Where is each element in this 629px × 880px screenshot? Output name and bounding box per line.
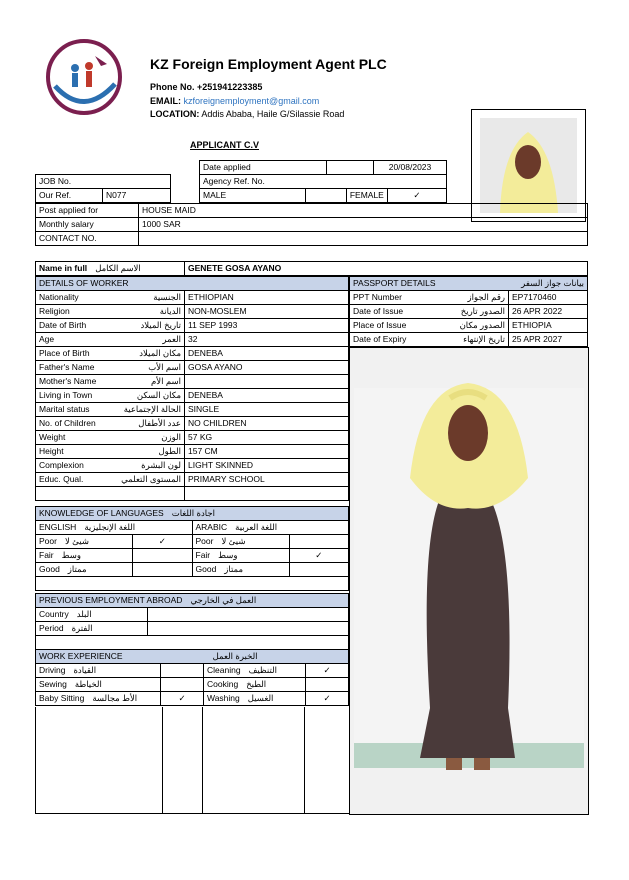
- worker-label-ar: الوزن: [161, 432, 181, 442]
- worker-label-en: No. of Children: [39, 418, 96, 428]
- worker-label-ar: مكان الميلاد: [139, 348, 181, 358]
- passport-label-en: Place of Issue: [353, 320, 407, 330]
- worker-row: [36, 389, 349, 403]
- worker-row: [36, 347, 349, 361]
- worker-field-label: [36, 431, 185, 445]
- level-ar: شيئ لا: [64, 536, 89, 546]
- level-ar: وسط: [218, 550, 238, 560]
- worker-field-value: 57 KG: [185, 431, 349, 445]
- language-check: [133, 549, 193, 563]
- language-check: ✓: [133, 535, 193, 549]
- agency-ref-label: Agency Ref. No.: [200, 175, 447, 189]
- passport-row: [350, 291, 588, 305]
- language-check: [289, 535, 349, 549]
- passport-field-label: [350, 333, 509, 347]
- language-check: ✓: [289, 549, 349, 563]
- experience-row: [36, 692, 349, 706]
- worker-label-en: Nationality: [39, 292, 79, 302]
- country-label: Country: [39, 609, 69, 619]
- experience-row: [36, 678, 349, 692]
- worker-heading: DETAILS OF WORKER: [36, 277, 349, 291]
- passport-label-ar: تاريخ الإنتهاء: [463, 334, 505, 344]
- worker-label-en: Height: [39, 446, 64, 456]
- female-label: FEMALE: [346, 189, 387, 203]
- level-en: Poor: [39, 536, 57, 546]
- worker-field-label: [36, 459, 185, 473]
- skill-ar: الطبخ: [246, 679, 267, 689]
- date-applied-value: 20/08/2023: [374, 161, 447, 175]
- worker-label-ar: اسم الأم: [151, 376, 181, 386]
- arabic-label: ARABIC: [195, 522, 228, 532]
- work-experience-table: WORK EXPERIENCE الخبرة العمل Driving القيادة Cleaning التنظيف ✓ Sewing الخياطة Cooking الطبخ Baby Sitting الأط مجالسة ✓ Washing الغسيل ✓: [35, 649, 349, 706]
- worker-field-value: LIGHT SKINNED: [185, 459, 349, 473]
- passport-row: [350, 319, 588, 333]
- worker-label-en: Living in Town: [39, 390, 93, 400]
- worker-label-en: Educ. Qual.: [39, 474, 84, 484]
- page-title: APPLICANT C.V: [190, 140, 260, 150]
- language-row: [36, 563, 349, 577]
- worker-field-label: [36, 403, 185, 417]
- passport-field-label: [350, 291, 509, 305]
- language-check: [133, 563, 193, 577]
- worker-label-en: Father's Name: [39, 362, 95, 372]
- skill-ar: القيادة: [73, 665, 97, 675]
- passport-label-en: Date of Issue: [353, 306, 404, 316]
- skill-ar: التنظيف: [248, 665, 277, 675]
- worker-label-ar: المستوى التعلمي: [121, 474, 181, 484]
- female-check: ✓: [387, 189, 446, 203]
- level-en: Poor: [195, 536, 214, 546]
- skill-ar: الغسيل: [247, 693, 274, 703]
- worker-label-ar: الديانة: [159, 306, 181, 316]
- worker-row: [36, 431, 349, 445]
- worker-field-label: [36, 319, 185, 333]
- worker-row: [36, 375, 349, 389]
- worker-field-label: [36, 375, 185, 389]
- worker-row: [36, 333, 349, 347]
- contact-label: CONTACT NO.: [36, 232, 139, 246]
- company-phone: Phone No. +251941223385: [150, 82, 263, 92]
- worker-label-en: Complexion: [39, 460, 84, 470]
- level-en: Good: [195, 564, 217, 574]
- level-ar: ممتاز: [224, 564, 244, 574]
- worker-label-en: Marital status: [39, 404, 90, 414]
- level-en: Fair: [39, 550, 54, 560]
- company-email: EMAIL: kzforeignemployment@gmail.com: [150, 96, 320, 106]
- passport-row: [350, 305, 588, 319]
- worker-label-ar: العمر: [162, 334, 181, 344]
- worker-row: [36, 445, 349, 459]
- date-applied-label: Date applied: [200, 161, 327, 175]
- skill-en: Baby Sitting: [39, 693, 85, 703]
- worker-field-label: [36, 417, 185, 431]
- worker-field-value: [185, 375, 349, 389]
- passport-label-en: Date of Expiry: [353, 334, 407, 344]
- skill-en: Cooking: [207, 679, 239, 689]
- skill-check: [161, 664, 204, 678]
- worker-row: [36, 319, 349, 333]
- worker-label-ar: لون البشرة: [141, 460, 181, 470]
- worker-label-ar: الطول: [158, 446, 181, 456]
- skill-en: Washing: [207, 693, 240, 703]
- english-label: ENGLISH: [39, 522, 77, 532]
- company-name: KZ Foreign Employment Agent PLC: [150, 56, 387, 72]
- experience-blank-area: [35, 707, 350, 814]
- skill-check: [306, 678, 349, 692]
- company-location: LOCATION: Addis Ababa, Haile G/Silassie Road: [150, 109, 345, 119]
- level-ar: شيئ لا: [221, 536, 246, 546]
- language-level-label: [36, 549, 133, 563]
- languages-table: KNOWLEDGE OF LANGUAGES اجادة اللغات ENGLISH اللغة الإنجليزية ARABIC اللغة العربية Poor شيئ لا ✓ Poor شيئ لا Fair وسط Fair وسط ✓ Good ممتاز Good ممتاز: [35, 506, 349, 591]
- period-label: Period: [39, 623, 64, 633]
- previous-employment-table: PREVIOUS EMPLOYMENT ABROAD العمل في الخارجي Country البلد Period الفترة: [35, 593, 349, 650]
- language-level-label: [192, 549, 289, 563]
- passport-row: [350, 333, 588, 347]
- skill-ar: الأط مجالسة: [92, 693, 138, 703]
- language-row: [36, 549, 349, 563]
- skill-en: Cleaning: [207, 665, 241, 675]
- skill-label: [36, 678, 161, 692]
- level-en: Fair: [195, 550, 211, 560]
- worker-field-value: 157 CM: [185, 445, 349, 459]
- worker-label-en: Age: [39, 334, 55, 344]
- our-ref-value: N077: [103, 189, 171, 203]
- worker-field-label: [36, 347, 185, 361]
- worker-field-value: DENEBA: [185, 347, 349, 361]
- skill-label: [204, 692, 306, 706]
- worker-row: [36, 305, 349, 319]
- worker-row: [36, 459, 349, 473]
- worker-row: [36, 361, 349, 375]
- skill-label: [36, 664, 161, 678]
- skill-en: Driving: [39, 665, 66, 675]
- passport-table: PASSPORT DETAILS بيانات جواز السفر PPT Number رقم الجواز EP7170460 Date of Issue الصدور تاريخ 26 APR 2022 Place of Issue الصدور مكان ETHIOPIA Date of Expiry تاريخ الإنتهاء 25 APR 2027: [349, 276, 588, 347]
- worker-label-ar: عدد الأطفال: [138, 418, 181, 428]
- passport-heading: PASSPORT DETAILS: [353, 278, 436, 288]
- worker-field-value: 11 SEP 1993: [185, 319, 349, 333]
- skill-label: [204, 664, 306, 678]
- name-label: Name in full: [39, 263, 88, 273]
- experience-row: [36, 664, 349, 678]
- language-row: [36, 535, 349, 549]
- worker-row: [36, 291, 349, 305]
- language-level-label: [192, 563, 289, 577]
- worker-label-en: Mother's Name: [39, 376, 97, 386]
- worker-row: [36, 417, 349, 431]
- skill-en: Sewing: [39, 679, 67, 689]
- skill-label: [204, 678, 306, 692]
- name-row: Name in full الاسم الكامل GENETE GOSA AYANO: [35, 261, 588, 276]
- languages-heading: KNOWLEDGE OF LANGUAGES: [39, 508, 164, 518]
- passport-label-ar: الصدور مكان: [459, 320, 505, 330]
- skill-ar: الخياطة: [74, 679, 102, 689]
- worker-label-en: Place of Birth: [39, 348, 90, 358]
- worker-field-label: [36, 445, 185, 459]
- worker-label-ar: اسم الأب: [148, 362, 181, 372]
- previous-heading: PREVIOUS EMPLOYMENT ABROAD: [39, 595, 183, 605]
- worker-label-ar: تاريخ الميلاد: [140, 320, 181, 330]
- job-no-table: [35, 174, 171, 203]
- worker-label-ar: مكان السكن: [136, 390, 181, 400]
- passport-field-value: 26 APR 2022: [509, 305, 588, 319]
- passport-field-value: 25 APR 2027: [509, 333, 588, 347]
- worker-label-en: Date of Birth: [39, 320, 87, 330]
- worker-field-label: [36, 473, 185, 487]
- worker-field-value: SINGLE: [185, 403, 349, 417]
- post-value: HOUSE MAID: [139, 204, 588, 218]
- worker-label-ar: الجنسية: [153, 292, 181, 302]
- language-check: [289, 563, 349, 577]
- passport-label-ar: الصدور تاريخ: [460, 306, 505, 316]
- skill-check: ✓: [306, 664, 349, 678]
- passport-field-label: [350, 305, 509, 319]
- date-applied-table: [199, 160, 447, 175]
- worker-row: [36, 473, 349, 487]
- worker-field-value: ETHIOPIAN: [185, 291, 349, 305]
- worker-field-label: [36, 389, 185, 403]
- worker-row: [36, 403, 349, 417]
- skill-check: ✓: [161, 692, 204, 706]
- language-level-label: [36, 563, 133, 577]
- passport-field-value: EP7170460: [509, 291, 588, 305]
- worker-field-label: [36, 361, 185, 375]
- agency-table: [199, 174, 447, 203]
- company-logo: [45, 38, 123, 116]
- worker-label-ar: الحالة الإجتماعية: [123, 404, 181, 414]
- worker-field-value: GOSA AYANO: [185, 361, 349, 375]
- passport-label-ar: رقم الجواز: [467, 292, 505, 302]
- worker-label-en: Religion: [39, 306, 70, 316]
- salary-value: 1000 SAR: [139, 218, 588, 232]
- worker-field-value: NON-MOSLEM: [185, 305, 349, 319]
- passport-field-label: [350, 319, 509, 333]
- worker-field-value: PRIMARY SCHOOL: [185, 473, 349, 487]
- level-ar: ممتاز: [67, 564, 87, 574]
- skill-label: [36, 692, 161, 706]
- worker-field-label: [36, 305, 185, 319]
- language-level-label: [192, 535, 289, 549]
- salary-label: Monthly salary: [36, 218, 139, 232]
- worker-field-value: NO CHILDREN: [185, 417, 349, 431]
- level-en: Good: [39, 564, 60, 574]
- experience-heading: WORK EXPERIENCE: [39, 651, 123, 661]
- full-body-photo: [349, 347, 589, 815]
- job-no-label: JOB No.: [36, 175, 171, 189]
- language-level-label: [36, 535, 133, 549]
- worker-field-label: [36, 333, 185, 347]
- post-salary-table: [35, 203, 588, 246]
- post-label: Post applied for: [36, 204, 139, 218]
- skill-check: [161, 678, 204, 692]
- level-ar: وسط: [61, 550, 81, 560]
- worker-label-en: Weight: [39, 432, 66, 442]
- email-link[interactable]: kzforeignemployment@gmail.com: [183, 96, 320, 106]
- worker-field-label: [36, 291, 185, 305]
- our-ref-label: Our Ref.: [36, 189, 103, 203]
- worker-field-value: DENEBA: [185, 389, 349, 403]
- passport-label-en: PPT Number: [353, 292, 402, 302]
- male-label: MALE: [200, 189, 306, 203]
- name-value: GENETE GOSA AYANO: [188, 263, 282, 273]
- skill-check: ✓: [306, 692, 349, 706]
- worker-details-table: [35, 276, 349, 501]
- passport-field-value: ETHIOPIA: [509, 319, 588, 333]
- worker-field-value: 32: [185, 333, 349, 347]
